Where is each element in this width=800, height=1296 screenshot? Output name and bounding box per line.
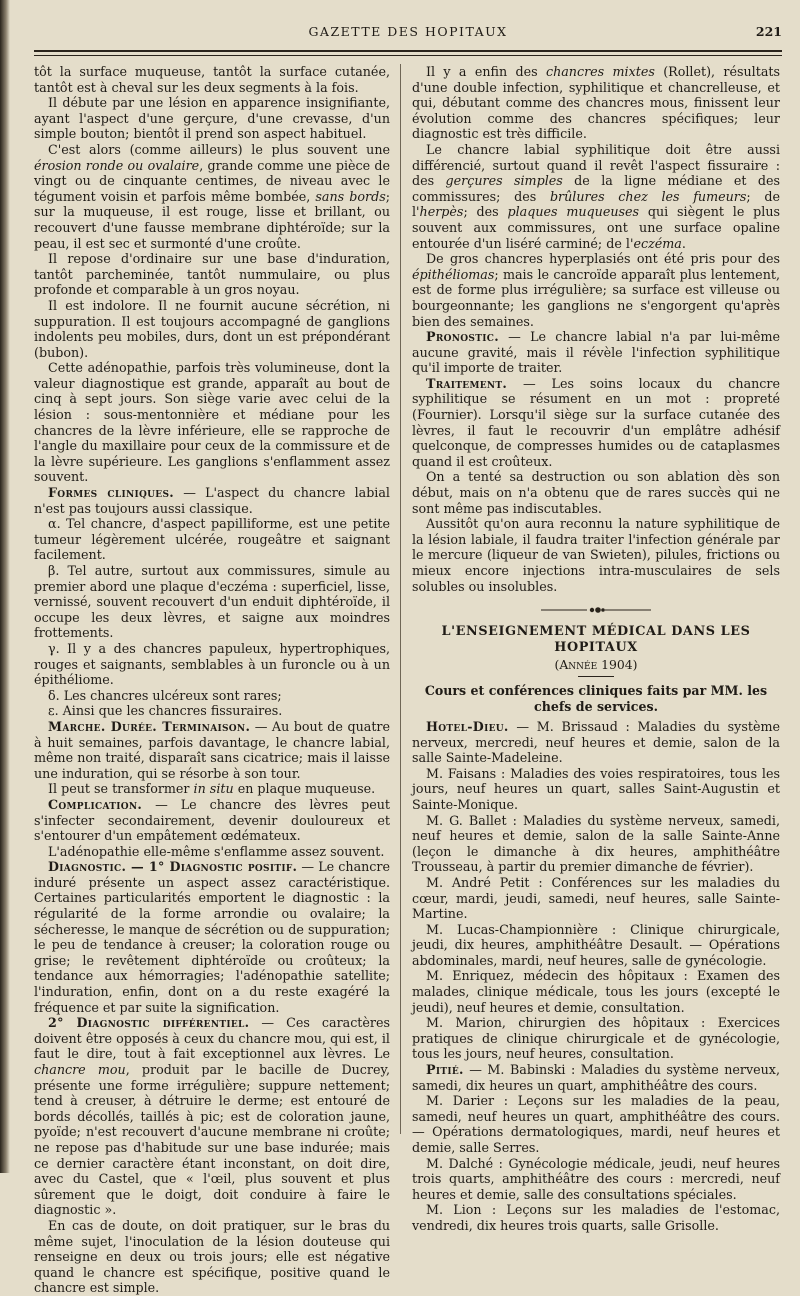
course-entry: Hotel-Dieu. — M. Brissaud : Maladies du système nerveux, mercredi, neuf heures et demie, salon de la salle Sainte-Madeleine. bbox=[412, 718, 780, 766]
course-entry: M. Darier : Leçons sur les maladies de la peau, samedi, neuf heures un quart, amphithéâtre des cours. — Opérations dermatologiques, mardi, neuf heures et demie, salle Serres. bbox=[412, 1093, 780, 1155]
rubric: Marche. Durée. Terminaison. bbox=[48, 718, 251, 734]
hospital-name: Pitié. bbox=[426, 1062, 464, 1078]
paragraph: Il débute par une lésion en apparence insignifiante, ayant l'aspect d'une gerçure, d'une crevasse, d'un simple bouton; bientôt il prend son aspect habituel. bbox=[34, 95, 390, 142]
subsection-title: Cours et conférences cliniques faits par MM. les chefs de services. bbox=[424, 682, 768, 714]
paragraph: L'adénopathie elle-même s'enflamme assez souvent. bbox=[48, 843, 385, 859]
paragraph: En cas de doute, on doit pratiquer, sur le bras du même sujet, l'inoculation de la lésion douteuse qui renseigne en deux ou trois jours; elle est négative quand le chancre est spécifique, positive quand le chancre est simple. bbox=[34, 1217, 390, 1296]
paragraph: ε. Ainsi que les chancres fissuraires. bbox=[48, 703, 283, 719]
rubric: Pronostic. bbox=[426, 329, 499, 345]
paragraph: Il peut se transformer in situ en plaque muqueuse. bbox=[48, 781, 376, 797]
paragraph: Le chancre labial syphilitique doit être aussi différencié, surtout quand il revêt l'aspect fissuraire : des gerçures simples de la ligne médiane et des commissures; des brûlures chez les fumeurs; de l'herpès; des plaques muqueuses qui siègent le plus souvent aux commissures, ont une surface opaline entourée d'un liséré carminé; de l'eczéma. bbox=[412, 141, 781, 251]
paragraph: 2° Diagnostic différentiel. — Ces caractères doivent être opposés à ceux du chancre mou, qui est, il faut le dire, tout à fait exceptionnel aux lèvres. Le chancre mou, produit par le bacille de Ducrey, présente une forme irrégulière; suppure nettement; tend à creuser, à détruire le derme; est entouré de bords décollés, taillés à pic; est de coloration jaune, pyoïde; n'est recouvert d'aucune membrane ni croûte; ne repose pas d'habitude sur une base indurée; mais ce dernier caractère étant inconstant, on doit dire, avec du Castel, que « l'œil, plus souvent et plus sûrement que le doigt, doit conduire à faire le diagnostic ». bbox=[34, 1015, 390, 1218]
page-number: 221 bbox=[755, 24, 782, 39]
paragraph: On a tenté sa destruction ou son ablation dès son début, mais on n'a obtenu que de rares succès qui ne sont même pas indiscutables. bbox=[412, 469, 780, 516]
running-title: GAZETTE DES HOPITAUX bbox=[308, 24, 508, 39]
right-column bbox=[412, 64, 780, 1234]
paragraph: Il y a enfin des chancres mixtes (Rollet), résultats d'une double infection, syphilitique et chancrelleuse, et qui, débutant comme des chancres mous, finissent leur évolution comme des chancres spécifiques; leur diagnostic est très difficile. bbox=[412, 64, 780, 142]
paragraph: Diagnostic. — 1° Diagnostic positif. — Le chancre induré présente un aspect assez caractéristique. Certaines particularités emportent le diagnostic : la régularité de la forme arrondie ou ovalaire; la sécheresse, le manque de sécrétion ou de suppuration; le peu de tendance à creuser; la coloration rouge ou grise; le revêtement diphtéroïde ou croûteux; la tendance aux hémorragies; l'adénopathie satellite; l'induration, enfin, dont on a du reste exagéré la fréquence et par suite la signification. bbox=[34, 859, 390, 1015]
rubric: 2° Diagnostic différentiel. bbox=[48, 1015, 250, 1031]
header-rule bbox=[34, 50, 782, 52]
paragraph: γ. Il y a des chancres papuleux, hypertrophiques, rouges et saignants, semblables à un furoncle ou à un épithéliome. bbox=[34, 640, 390, 688]
paragraph: δ. Les chancres ulcéreux sont rares; bbox=[48, 687, 282, 703]
rubric: Diagnostic. — 1° Diagnostic positif. bbox=[48, 859, 298, 875]
course-entry: M. Faisans : Maladies des voies respiratoires, tous les jours, neuf heures un quart, salles Saint-Augustin et Sainte-Monique. bbox=[412, 765, 780, 812]
course-entry: M. Lion : Leçons sur les maladies de l'estomac, vendredi, dix heures trois quarts, salle Grisolle. bbox=[412, 1202, 780, 1233]
rubric: Traitement. bbox=[426, 375, 508, 391]
paragraph: Aussitôt qu'on aura reconnu la nature syphilitique de la lésion labiale, il faudra traiter l'infection générale par le mercure (liqueur de van Swieten), pilules, frictions ou mieux encore injections intra-musculaires de sels solubles ou insolubles. bbox=[412, 516, 780, 594]
paragraph: β. Tel autre, surtout aux commissures, simule au premier abord une plaque d'eczéma : superficiel, lisse, vernissé, souvent recouvert d'un enduit diphtéroïde, il occupe les deux lèvres, et saigne aux moindres frottements. bbox=[34, 563, 390, 641]
hospital-name: Hotel-Dieu. bbox=[426, 718, 509, 734]
rubric: Complication. bbox=[48, 796, 143, 812]
course-entry: M. Enriquez, médecin des hôpitaux : Examen des malades, clinique médicale, tous les jours (excepté le jeudi), neuf heures et demie, consultation. bbox=[412, 968, 780, 1015]
page-header bbox=[34, 20, 782, 44]
course-entry: M. Lucas-Championnière : Clinique chirurgicale, jeudi, dix heures, amphithéâtre Desault. — Opérations abdominales, mardi, neuf heures, salle de gynécologie. bbox=[412, 921, 780, 968]
course-entry: M. G. Ballet : Maladies du système nerveux, samedi, neuf heures et demie, salon de la salle Sainte-Anne (leçon le dimanche à dix heures, amphithéâtre Trousseau, à partir du premier dimanche de février). bbox=[412, 812, 780, 875]
paragraph: De gros chancres hyperplasiés ont été pris pour des épithéliomas; mais le cancroïde apparaît plus lentement, est de forme plus irrégulière; sa surface est villeuse ou bourgeonnante; les ganglions ne s'engorgent qu'après bien des semaines. bbox=[412, 251, 780, 329]
column-divider bbox=[400, 64, 401, 1134]
section-year: (Année 1904) bbox=[554, 657, 638, 673]
course-entry: M. Marion, chirurgien des hôpitaux : Exercices pratiques de clinique chirurgicale et de gynécologie, tous les jours, neuf heures, consultation. bbox=[412, 1015, 780, 1062]
paragraph: Il repose d'ordinaire sur une base d'induration, tantôt parcheminée, tantôt nummulaire, ou plus profonde et comparable à un gros noyau. bbox=[34, 251, 390, 298]
section-ornament-divider bbox=[541, 606, 651, 614]
rubric: Formes cliniques. bbox=[48, 485, 174, 501]
paragraph: Pronostic. — Le chancre labial n'a par lui-même aucune gravité, mais il révèle l'infection syphilitique qu'il importe de traiter. bbox=[412, 329, 780, 376]
course-entry: M. Dalché : Gynécologie médicale, jeudi, neuf heures trois quarts, amphithéâtre des cours : mercredi, neuf heures et demie, salle des consultations spéciales. bbox=[412, 1155, 780, 1202]
paragraph: α. Tel chancre, d'aspect papilliforme, est une petite tumeur légèrement ulcérée, rougeâtre et saignant facilement. bbox=[34, 516, 390, 563]
paragraph: tôt la surface muqueuse, tantôt la surface cutanée, tantôt est à cheval sur les deux segments à la fois. bbox=[34, 64, 390, 95]
short-rule bbox=[578, 676, 614, 677]
paragraph: Cette adénopathie, parfois très volumineuse, dont la valeur diagnostique est grande, apparaît au bout de cinq à sept jours. Son siège varie avec celui de la lésion : sous-mentonnière et médiane pour les chancres de la lèvre inférieure, elle se rapproche de l'angle du maxillaire pour ceux de la commissure et de la lèvre supérieure. Les ganglions s'enflamment assez souvent. bbox=[34, 360, 390, 485]
left-column bbox=[34, 64, 390, 1296]
paragraph: Marche. Durée. Terminaison. — Au bout de quatre à huit semaines, parfois davantage, le chancre labial, même non traité, disparaît sans cicatrice; mais il laisse une induration, qui se résorbe à son tour. bbox=[34, 718, 390, 781]
paragraph: C'est alors (comme ailleurs) le plus souvent une érosion ronde ou ovalaire, grande comme une pièce de vingt ou de cinquante centimes, de niveau avec le tégument voisin et parfois même bombée, sans bords; sur la muqueuse, il est rouge, lisse et brillant, ou recouvert d'une fausse membrane diphtéroïde; sur la peau, il est sec et surmonté d'une croûte. bbox=[34, 141, 390, 251]
paragraph: Complication. — Le chancre des lèvres peut s'infecter secondairement, devenir douloureux et s'entourer d'un empâtement œdémateux. bbox=[34, 796, 390, 844]
paragraph: Traitement. — Les soins locaux du chancre syphilitique se résument en un mot : propreté (Fournier). Lorsqu'il siège sur la surface cutanée des lèvres, il faut le recouvrir d'un emplâtre adhésif quelconque, de compresses humides ou de cataplasmes quand il est croûteux. bbox=[412, 375, 780, 469]
header-rule-thin bbox=[34, 55, 782, 56]
page-spine-shadow bbox=[0, 0, 10, 1173]
course-entry: Pitié. — M. Babinski : Maladies du système nerveux, samedi, dix heures un quart, amphithéâtre des cours. bbox=[412, 1062, 780, 1093]
paragraph: Il est indolore. Il ne fournit aucune sécrétion, ni suppuration. Il est toujours accompagné de ganglions indolents peu mobiles, durs, dont un est prépondérant (bubon). bbox=[34, 297, 390, 360]
paragraph: Formes cliniques. — L'aspect du chancre labial n'est pas toujours aussi classique. bbox=[34, 485, 390, 516]
course-entry: M. André Petit : Conférences sur les maladies du cœur, mardi, jeudi, samedi, neuf heures, salle Sainte-Martine. bbox=[412, 874, 780, 922]
section-title: L'ENSEIGNEMENT MÉDICAL DANS LES HOPITAUX bbox=[441, 624, 751, 655]
